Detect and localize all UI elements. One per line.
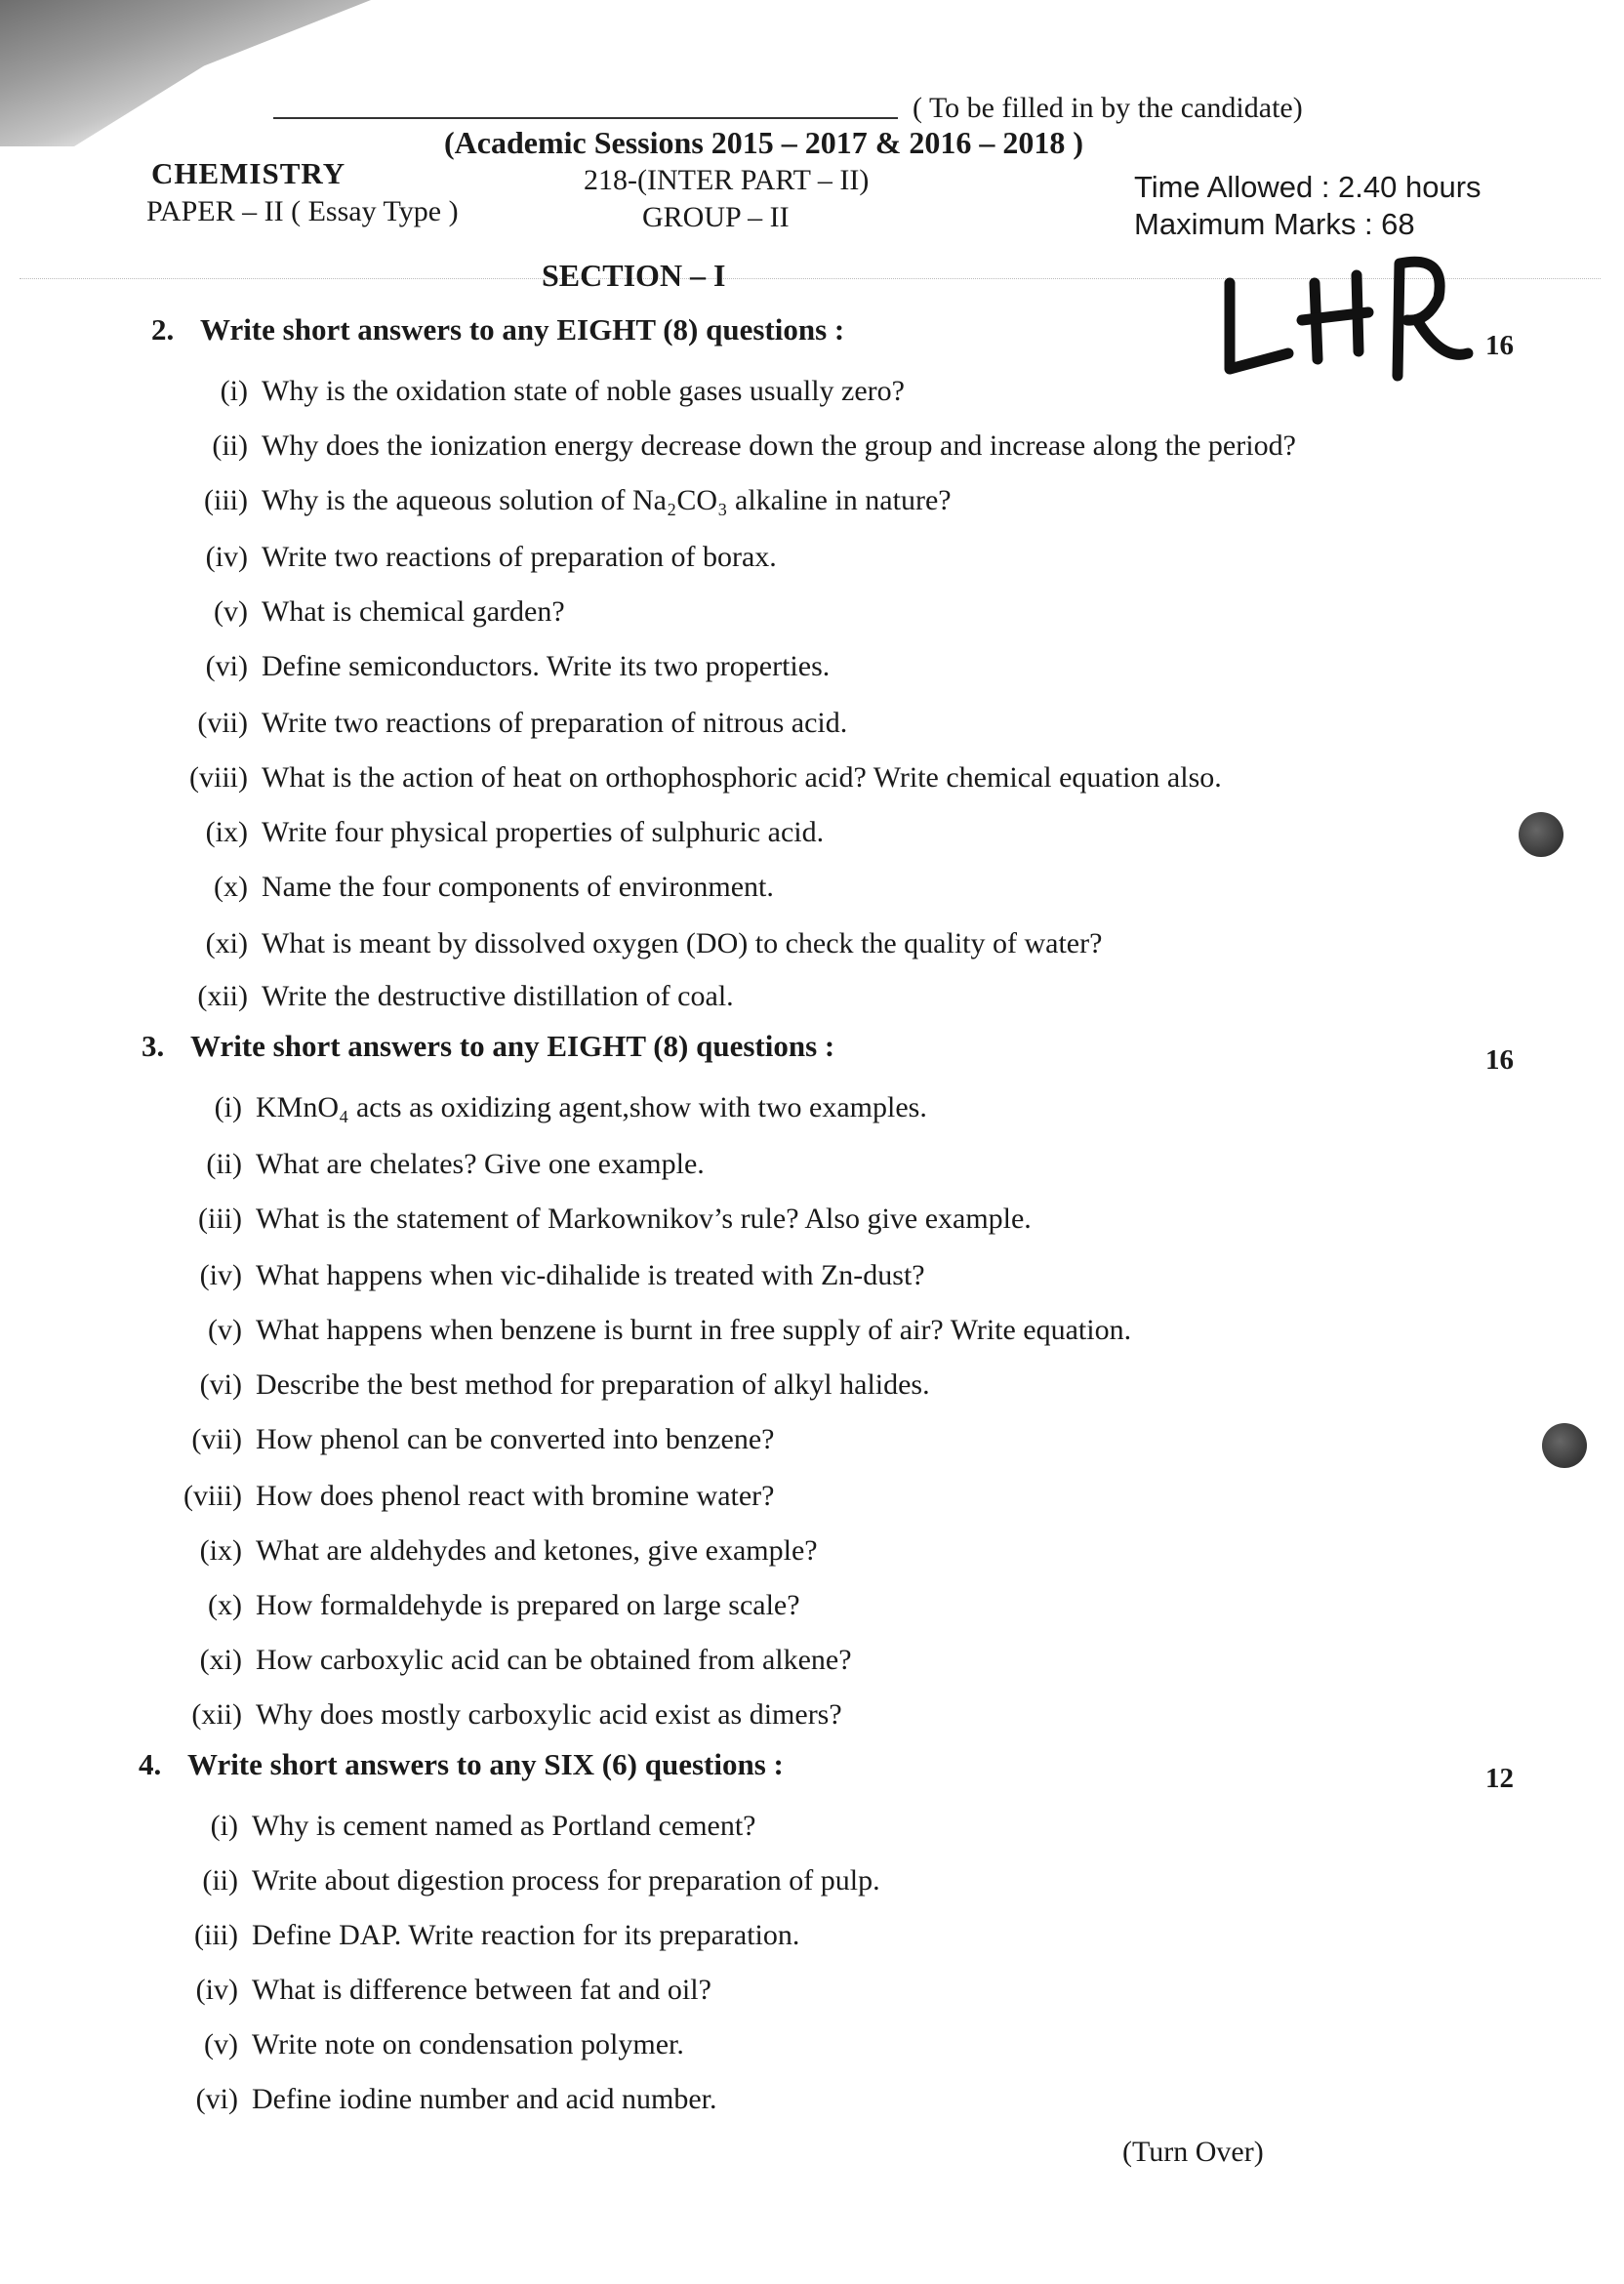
scan-shadow <box>0 0 371 146</box>
paper-group: GROUP – II <box>642 201 790 233</box>
item-text: Write the destructive distillation of coal. <box>262 980 734 1012</box>
item-text: What are aldehydes and ketones, give example? <box>256 1534 818 1567</box>
turn-over-note: (Turn Over) <box>1122 2136 1264 2168</box>
item-roman-numeral: (x) <box>214 871 248 903</box>
item-text: Describe the best method for preparation of alkyl halides. <box>256 1368 930 1401</box>
item-text: Define semiconductors. Write its two properties. <box>262 650 831 682</box>
question-item <box>204 484 952 517</box>
question-item <box>195 1974 711 2007</box>
item-roman-numeral: (ii) <box>212 429 248 462</box>
question-item <box>199 1368 930 1402</box>
question-item <box>202 1864 880 1897</box>
question-number: 4. <box>139 1747 162 1781</box>
item-roman-numeral: (iii) <box>198 1203 242 1235</box>
candidate-fill-note: ( To be filled in by the candidate) <box>913 92 1303 124</box>
item-roman-numeral: (v) <box>208 1314 242 1346</box>
item-text: What happens when vic-dihalide is treated with Zn-dust? <box>256 1259 925 1291</box>
question-item <box>197 707 848 740</box>
item-text: Define DAP. Write reaction for its preparation. <box>252 1919 800 1951</box>
item-roman-numeral: (v) <box>214 595 248 628</box>
question-item <box>183 1480 775 1513</box>
item-text: What is chemical garden? <box>262 595 565 628</box>
question-item <box>199 1644 852 1677</box>
punch-hole-mark <box>1519 812 1563 857</box>
item-text: Why is cement named as Portland cement? <box>252 1810 756 1842</box>
time-allowed: Time Allowed : 2.40 hours <box>1134 170 1482 204</box>
item-text: Write two reactions of preparation of nitrous acid. <box>262 707 848 739</box>
item-text: Why does mostly carboxylic acid exist as dimers? <box>256 1698 842 1731</box>
item-roman-numeral: (vi) <box>199 1368 242 1401</box>
item-roman-numeral: (i) <box>214 1091 242 1123</box>
item-roman-numeral: (x) <box>208 1589 242 1621</box>
item-roman-numeral: (ix) <box>199 1534 242 1567</box>
question-item <box>191 1698 842 1732</box>
item-roman-numeral: (iv) <box>205 541 248 573</box>
question-item <box>208 1314 1132 1347</box>
item-roman-numeral: (vi) <box>195 2083 238 2115</box>
question-item <box>214 1091 927 1124</box>
item-text: What is the action of heat on orthophosphoric acid? Write chemical equation also. <box>262 761 1222 794</box>
item-roman-numeral: (i) <box>210 1810 238 1842</box>
question-item <box>205 650 831 683</box>
item-text: Write about digestion process for preparation of pulp. <box>252 1864 880 1897</box>
item-roman-numeral: (viii) <box>189 761 248 794</box>
question-instruction: Write short answers to any EIGHT (8) questions : <box>200 312 845 347</box>
question-item <box>189 761 1222 795</box>
item-roman-numeral: (iii) <box>204 484 248 516</box>
item-roman-numeral: (v) <box>204 2028 238 2060</box>
item-roman-numeral: (iii) <box>194 1919 238 1951</box>
question-item <box>208 1589 800 1622</box>
item-roman-numeral: (xi) <box>199 1644 242 1676</box>
question-heading <box>142 1029 834 1064</box>
item-roman-numeral: (vii) <box>191 1423 242 1455</box>
item-roman-numeral: (ii) <box>206 1148 242 1180</box>
item-roman-numeral: (vi) <box>205 650 248 682</box>
question-item <box>198 1203 1032 1236</box>
question-item <box>210 1810 756 1843</box>
question-item <box>214 871 774 904</box>
item-roman-numeral: (viii) <box>183 1480 242 1512</box>
item-text: What is meant by dissolved oxygen (DO) to check the quality of water? <box>262 927 1103 959</box>
question-marks: 16 <box>1485 330 1514 361</box>
question-item <box>194 1919 800 1952</box>
item-text: What are chelates? Give one example. <box>256 1148 705 1180</box>
question-instruction: Write short answers to any SIX (6) questions : <box>187 1747 784 1781</box>
item-roman-numeral: (i) <box>220 375 248 407</box>
maximum-marks: Maximum Marks : 68 <box>1134 207 1415 241</box>
subject-title: CHEMISTRY <box>151 156 346 190</box>
item-roman-numeral: (ii) <box>202 1864 238 1897</box>
question-item <box>212 429 1296 463</box>
paper-code: 218-(INTER PART – II) <box>584 164 870 196</box>
question-item <box>199 1534 818 1568</box>
item-roman-numeral: (ix) <box>205 816 248 848</box>
lhr-handwritten-stamp <box>1212 244 1476 390</box>
item-text: How carboxylic acid can be obtained from alkene? <box>256 1644 852 1676</box>
item-text: How does phenol react with bromine water? <box>256 1480 775 1512</box>
question-item <box>220 375 905 408</box>
punch-hole-mark <box>1542 1423 1587 1468</box>
item-text: Write note on condensation polymer. <box>252 2028 684 2060</box>
question-item <box>199 1259 925 1292</box>
item-roman-numeral: (xii) <box>197 980 248 1012</box>
question-marks: 12 <box>1485 1763 1514 1794</box>
paper-type: PAPER – II ( Essay Type ) <box>146 195 459 227</box>
item-roman-numeral: (xii) <box>191 1698 242 1731</box>
item-roman-numeral: (iv) <box>199 1259 242 1291</box>
question-item <box>205 541 777 574</box>
question-item <box>197 980 734 1013</box>
item-text: KMnO₄ acts as oxidizing agent,show with two examples. <box>256 1091 927 1123</box>
question-item <box>214 595 565 629</box>
question-number: 2. <box>151 312 175 347</box>
question-item <box>205 816 825 849</box>
section-title: SECTION – I <box>542 258 726 293</box>
item-text: Why is the oxidation state of noble gases usually zero? <box>262 375 905 407</box>
item-roman-numeral: (iv) <box>195 1974 238 2006</box>
candidate-fill-line <box>273 117 898 119</box>
item-text: What is the statement of Markownikov’s rule? Also give example. <box>256 1203 1032 1235</box>
item-text: How formaldehyde is prepared on large scale? <box>256 1589 800 1621</box>
question-marks: 16 <box>1485 1044 1514 1076</box>
question-heading <box>151 312 844 347</box>
academic-sessions: (Academic Sessions 2015 – 2017 & 2016 – 2018 ) <box>444 125 1084 160</box>
question-item <box>204 2028 684 2061</box>
item-text: How phenol can be converted into benzene? <box>256 1423 775 1455</box>
question-number: 3. <box>142 1029 165 1063</box>
item-text: Name the four components of environment. <box>262 871 774 903</box>
question-item <box>206 1148 705 1181</box>
item-text: What happens when benzene is burnt in free supply of air? Write equation. <box>256 1314 1132 1346</box>
question-item <box>205 927 1103 960</box>
item-text: Why does the ionization energy decrease down the group and increase along the period? <box>262 429 1296 462</box>
question-heading <box>139 1747 784 1782</box>
item-roman-numeral: (vii) <box>197 707 248 739</box>
question-item <box>191 1423 775 1456</box>
question-instruction: Write short answers to any EIGHT (8) questions : <box>190 1029 835 1063</box>
item-text: Why is the aqueous solution of Na₂CO₃ alkaline in nature? <box>262 484 952 516</box>
item-text: Define iodine number and acid number. <box>252 2083 717 2115</box>
item-roman-numeral: (xi) <box>205 927 248 959</box>
question-item <box>195 2083 717 2116</box>
item-text: Write two reactions of preparation of borax. <box>262 541 777 573</box>
item-text: What is difference between fat and oil? <box>252 1974 711 2006</box>
item-text: Write four physical properties of sulphuric acid. <box>262 816 825 848</box>
